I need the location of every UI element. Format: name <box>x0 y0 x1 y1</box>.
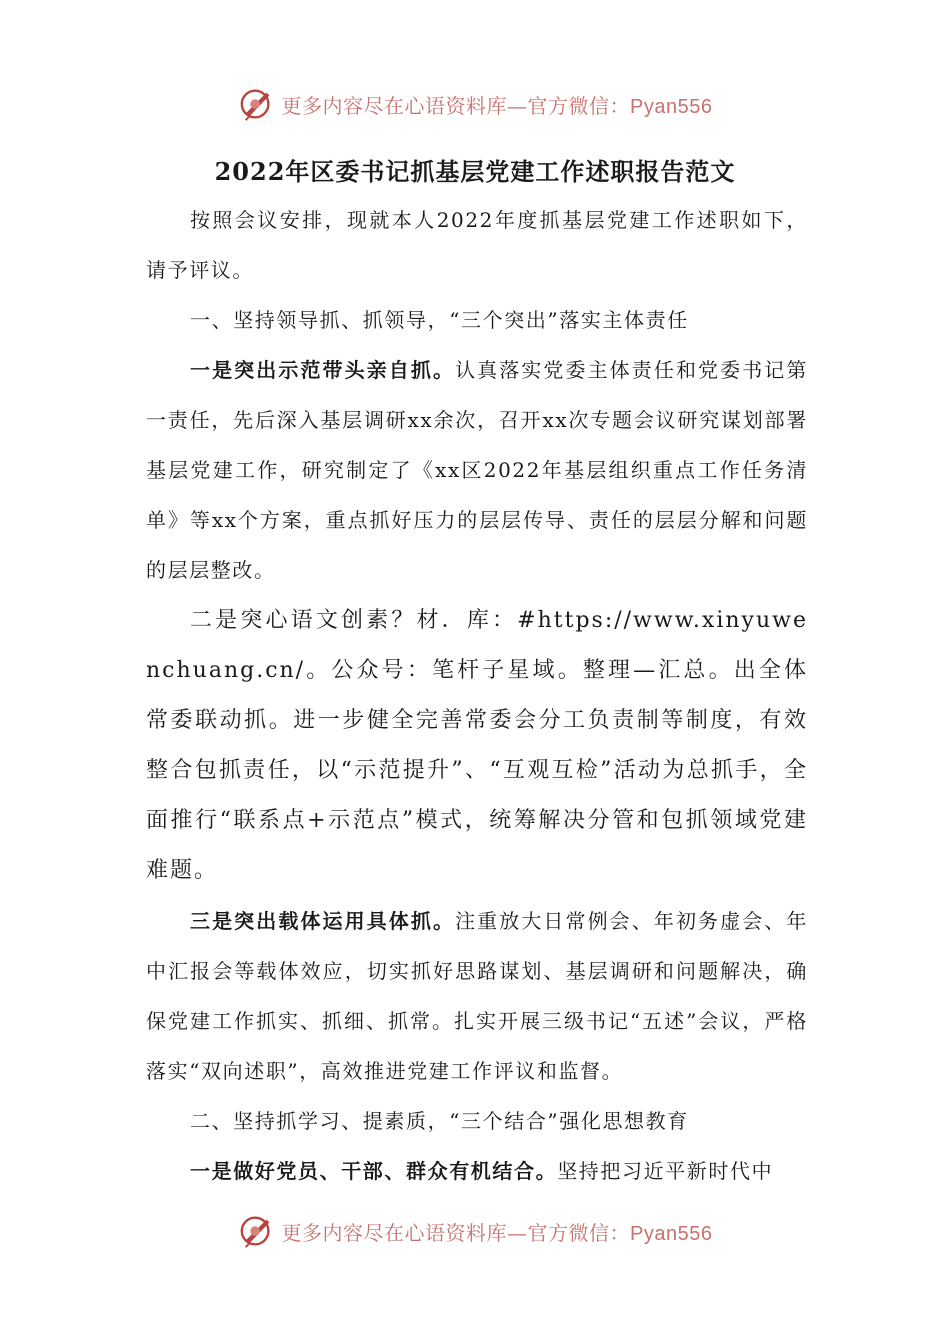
footer-banner <box>0 1209 950 1253</box>
paragraph-point-4: 一是做好党员、干部、群众有机结合。坚持把习近平新时代中 <box>190 1159 774 1183</box>
paragraph-intro: 按照会议安排，现就本人2022年度抓基层党建工作述职如下，请予评议。 <box>146 208 808 282</box>
document-body <box>146 195 808 1196</box>
banner-text: 更多内容尽在心语资料库—官方微信：Pyan556 <box>281 93 713 118</box>
header-banner <box>0 82 950 126</box>
quill-logo-icon <box>238 1212 276 1250</box>
paragraph-point-1: 一是突出示范带头亲自抓。认真落实党委主体责任和党委书记第一责任，先后深入基层调研xx余次，召开xx次专题会议研究谋划部署基层党建工作，研究制定了《xx区2022年基层组织重点工作任务清单》等xx个方案，重点抓好压力的层层传导、责任的层层分解和问题的层层整改。 <box>146 358 808 582</box>
section-heading-2: 二、坚持抓学习、提素质，“三个结合”强化思想教育 <box>190 1109 689 1133</box>
document-title: 2022年区委书记抓基层党建工作述职报告范文 <box>214 157 736 186</box>
paragraph-point-2: 二是突心语文创素？材．库：#https://www.xinyuwenchuang.cn/。公众号：笔杆子星域。整理—汇总。出全体常委联动抓。进一步健全完善常委会分工负责制等制度，有效整合包抓责任，以“示范提升”、“互观互检”活动为总抓手，全面推行“联系点+示范点”模式，统筹解决分管和包抓领域党建难题。 <box>146 608 808 883</box>
wechat-id: Pyan556 <box>630 1222 713 1245</box>
wechat-id: Pyan556 <box>630 95 713 118</box>
paragraph-point-3: 三是突出载体运用具体抓。注重放大日常例会、年初务虚会、年中汇报会等载体效应，切实抓好思路谋划、基层调研和问题解决，确保党建工作抓实、抓细、抓常。扎实开展三级书记“五述”会议，严格落实“双向述职”，高效推进党建工作评议和监督。 <box>146 909 808 1083</box>
banner-text: 更多内容尽在心语资料库—官方微信：Pyan556 <box>281 1220 713 1245</box>
quill-logo-icon <box>238 85 276 123</box>
section-heading-1: 一、坚持领导抓、抓领导，“三个突出”落实主体责任 <box>190 308 689 332</box>
